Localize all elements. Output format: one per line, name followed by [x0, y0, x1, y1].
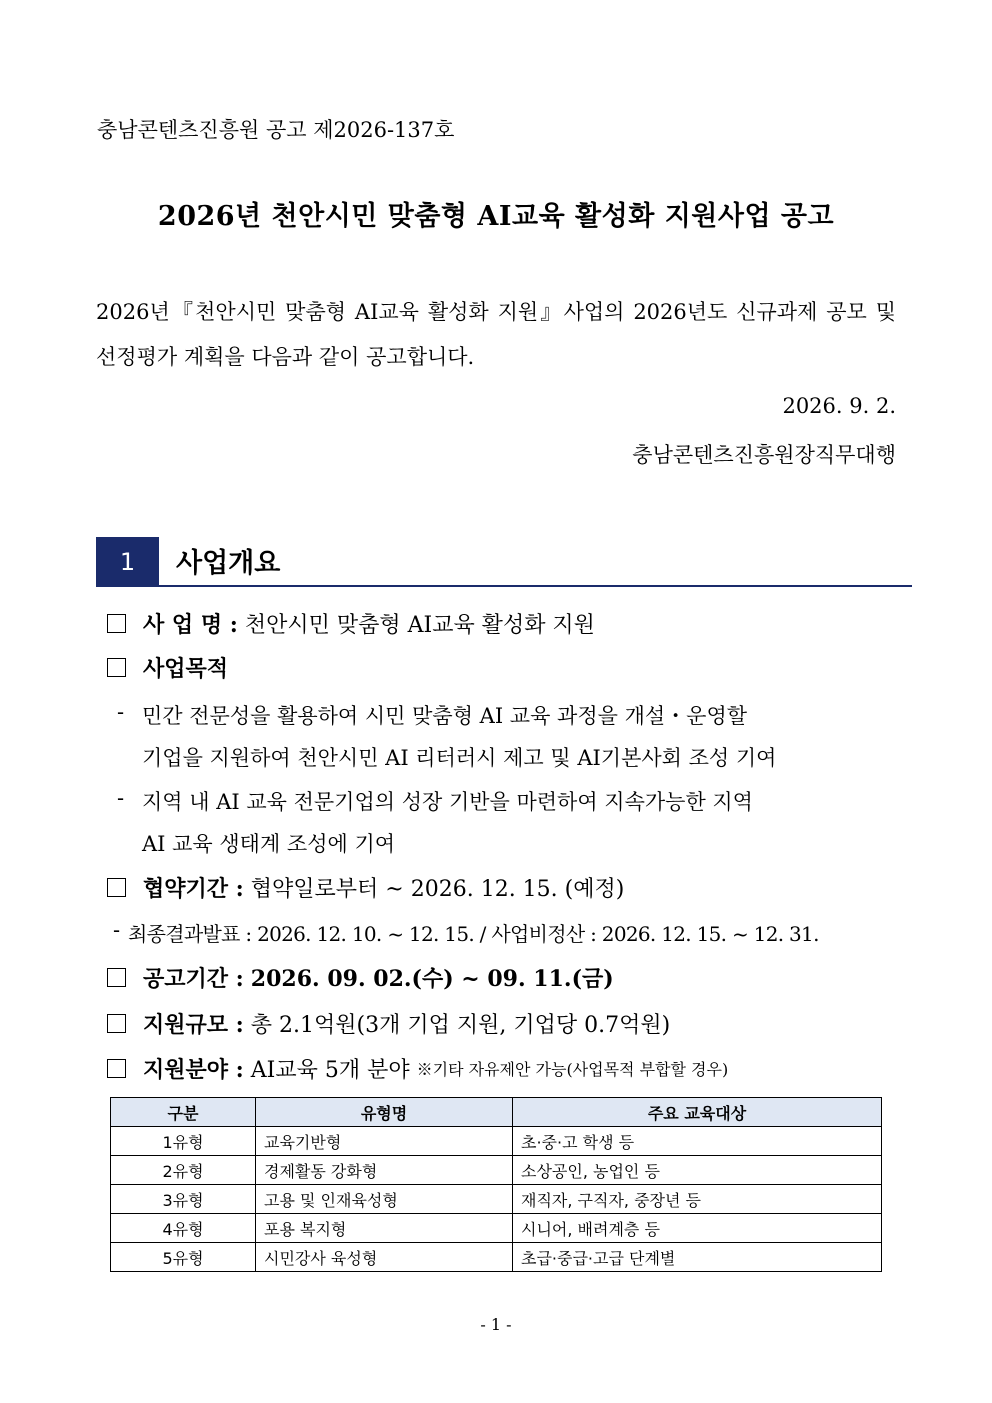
table-cell: 시니어, 배려계층 등 [513, 1214, 882, 1243]
item-label: 지원규모 : [143, 1012, 244, 1038]
table-cell: 3유형 [111, 1185, 256, 1214]
table-header-row [111, 1098, 882, 1127]
dash-icon: - [117, 786, 125, 810]
table-cell: 재직자, 구직자, 중장년 등 [513, 1185, 882, 1214]
table-row [111, 1185, 882, 1214]
item-note: ※기타 자유제안 가능(사업목적 부합할 경우) [416, 1060, 729, 1079]
table-row [111, 1243, 882, 1272]
purpose-line: 기업을 지원하여 천안시민 AI 리터러시 제고 및 AI기본사회 조성 기여 [142, 746, 777, 770]
item-value: AI교육 5개 분야 [250, 1058, 410, 1083]
table-row [111, 1156, 882, 1185]
page-number: - 1 - [480, 1315, 512, 1334]
dash-icon: - [113, 918, 121, 942]
document-title: 2026년 천안시민 맞춤형 AI교육 활성화 지원사업 공고 [157, 201, 835, 232]
table-cell: 포용 복지형 [256, 1214, 513, 1243]
table-row [111, 1127, 882, 1156]
table-header: 구분 [111, 1098, 256, 1127]
table-cell: 소상공인, 농업인 등 [513, 1156, 882, 1185]
item-label: 공고기간 : [143, 966, 244, 992]
section-divider [96, 585, 912, 587]
intro-paragraph: 2026년『천안시민 맞춤형 AI교육 활성화 지원』사업의 2026년도 신규과제 공모 및 선정평가 계획을 다음과 같이 공고합니다. [96, 300, 896, 369]
table-cell: 초급·중급·고급 단계별 [513, 1243, 882, 1272]
checkbox-icon [107, 614, 126, 633]
checkbox-icon [107, 1014, 126, 1033]
item-value: 2026. 09. 02.(수) ~ 09. 11.(금) [250, 966, 614, 992]
item-value: 총 2.1억원(3개 기업 지원, 기업당 0.7억원) [250, 1013, 671, 1038]
table-cell: 교육기반형 [256, 1127, 513, 1156]
checkbox-icon [107, 968, 126, 987]
schedule-detail: 최종결과발표 : 2026. 12. 10. ~ 12. 15. / 사업비정산 : 2026. 12. 15. ~ 12. 31. [128, 922, 819, 946]
item-notice-period [107, 962, 614, 993]
item-business-purpose [107, 652, 228, 683]
item-business-name [107, 608, 595, 639]
table-cell: 4유형 [111, 1214, 256, 1243]
table-cell: 2유형 [111, 1156, 256, 1185]
announcement-date: 2026. 9. 2. [782, 394, 896, 418]
item-support-scale [107, 1008, 670, 1039]
table-header: 유형명 [256, 1098, 513, 1127]
table-row [111, 1214, 882, 1243]
notice-number: 충남콘텐츠진흥원 공고 제2026-137호 [97, 118, 455, 142]
purpose-line: 민간 전문성을 활용하여 시민 맞춤형 AI 교육 과정을 개설・운영할 [142, 704, 748, 728]
dash-icon: - [117, 700, 125, 724]
item-support-field [107, 1053, 728, 1084]
table-cell: 시민강사 육성형 [256, 1243, 513, 1272]
checkbox-icon [107, 1059, 126, 1078]
issuer-name: 충남콘텐츠진흥원장직무대행 [632, 443, 896, 467]
purpose-line: AI 교육 생태계 조성에 기여 [142, 832, 396, 856]
table-cell: 1유형 [111, 1127, 256, 1156]
item-value: 협약일로부터 ~ 2026. 12. 15. (예정) [250, 877, 625, 902]
table-cell: 초·중·고 학생 등 [513, 1127, 882, 1156]
table-header: 주요 교육대상 [513, 1098, 882, 1127]
checkbox-icon [107, 878, 126, 897]
item-agreement-period [107, 872, 624, 903]
field-table [110, 1097, 882, 1272]
table-cell: 5유형 [111, 1243, 256, 1272]
section-title: 사업개요 [176, 548, 281, 579]
field-table-container [110, 1097, 882, 1272]
purpose-line: 지역 내 AI 교육 전문기업의 성장 기반을 마련하여 지속가능한 지역 [142, 790, 753, 814]
table-cell: 고용 및 인재육성형 [256, 1185, 513, 1214]
item-label: 협약기간 : [143, 876, 244, 902]
item-label: 사업목적 [143, 656, 229, 682]
table-cell: 경제활동 강화형 [256, 1156, 513, 1185]
section-number: 1 [96, 537, 159, 587]
item-value: 천안시민 맞춤형 AI교육 활성화 지원 [244, 613, 595, 638]
checkbox-icon [107, 658, 126, 677]
item-label: 지원분야 : [143, 1057, 244, 1083]
item-label: 사 업 명 : [143, 612, 238, 638]
